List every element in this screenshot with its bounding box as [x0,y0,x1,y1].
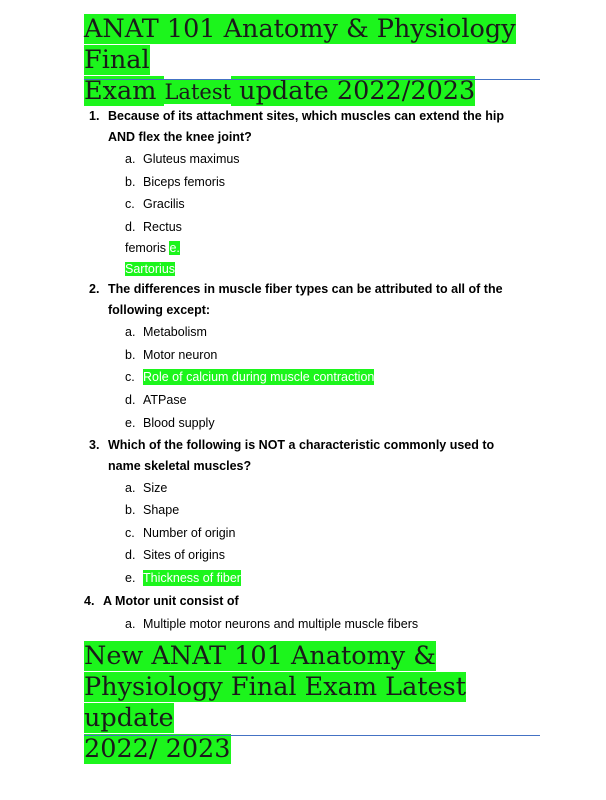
question-text: Because of its attachment sites, which muscles can extend the hip AND flex the knee joint? [108,109,504,144]
document-title [84,14,540,108]
question-text: Which of the following is NOT a characteristic commonly used to name skeletal muscles? [108,438,495,473]
question-text: A Motor unit consist of [103,594,239,608]
option-text: Metabolism [143,325,207,339]
title-latest-word: Latest [164,80,232,104]
option-letter: d. [125,548,136,562]
option-1e [125,261,175,277]
title-line-2-end: update 2022/2023 [231,76,476,106]
footer-heading [84,641,540,765]
option-text: Shape [143,503,180,517]
option-letter: a. [125,325,136,339]
question-number: 2. [89,282,100,296]
option-text: Gluteus maximus [143,152,240,166]
option-text: ATPase [143,393,187,407]
option-text-highlighted: Thickness of fiber [143,571,241,585]
option-text: Biceps femoris [143,175,225,189]
title-divider [84,79,540,80]
option-letter: c. [125,197,135,211]
footer-divider [84,735,540,736]
option-letter: d. [125,393,136,407]
option-letter: a. [125,481,136,495]
option-text: Number of origin [143,526,236,540]
question-number: 4. [84,594,95,608]
option-text: Sites of origins [143,548,225,562]
option-text: Rectus [143,220,182,234]
option-1e-letter: e. [169,241,180,255]
question-3 [89,435,529,477]
option-1d-wrap [125,240,180,256]
question-number: 1. [89,109,100,123]
footer-heading-line-2: Physiology Final Exam Latest update [84,672,466,733]
option-text: Gracilis [143,197,185,211]
question-1 [89,106,529,148]
option-1e-text: Sartorius [125,262,176,276]
option-letter: e. [125,416,136,430]
option-letter: e. [125,571,136,585]
option-text: Blood supply [143,416,215,430]
option-letter: d. [125,220,136,234]
option-letter: b. [125,503,136,517]
option-text: Motor neuron [143,348,218,362]
option-text: Size [143,481,168,495]
option-text: Multiple motor neurons and multiple muscle fibers [143,617,419,631]
option-letter: b. [125,175,136,189]
question-2 [89,279,529,321]
option-text-highlighted: Role of calcium during muscle contraction [143,370,375,384]
option-letter: a. [125,152,136,166]
title-line-2-start: Exam [84,76,165,106]
question-text: The differences in muscle fiber types can be attributed to all of the following except: [108,282,503,317]
footer-heading-line-3: 2022/ 2023 [84,734,231,764]
question-number: 3. [89,438,100,452]
option-letter: c. [125,526,135,540]
option-letter: b. [125,348,136,362]
option-letter: c. [125,370,135,384]
option-wrap-text: femoris [125,241,166,255]
option-letter: a. [125,617,136,631]
title-underline-mark [154,45,212,47]
question-4 [84,591,524,612]
title-line-1: ANAT 101 Anatomy & Physiology Final [84,14,516,75]
footer-heading-line-1: New ANAT 101 Anatomy & [84,641,437,671]
